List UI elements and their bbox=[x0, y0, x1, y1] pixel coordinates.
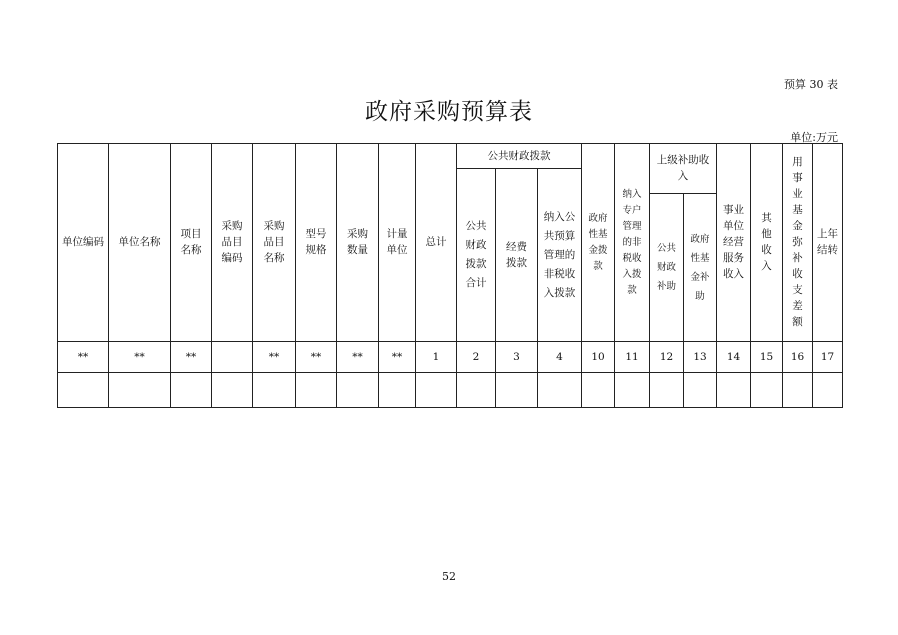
data-cell bbox=[109, 373, 171, 408]
data-cell bbox=[212, 373, 253, 408]
code-cell: ** bbox=[171, 342, 212, 373]
code-cell: 15 bbox=[751, 342, 783, 373]
procurement-budget-table bbox=[57, 143, 843, 408]
header-row-1 bbox=[58, 144, 843, 169]
data-cell bbox=[615, 373, 650, 408]
code-cell: ** bbox=[109, 342, 171, 373]
header-gov-fund: 政府性基金拨款 bbox=[582, 144, 615, 342]
code-cell: ** bbox=[379, 342, 416, 373]
header-project-name: 项目名称 bbox=[171, 144, 212, 342]
header-quantity: 采购数量 bbox=[337, 144, 379, 342]
page-number: 52 bbox=[442, 570, 456, 583]
code-cell: 13 bbox=[684, 342, 717, 373]
header-fund-deficit: 用事业基金弥补收支差额 bbox=[783, 144, 813, 342]
data-cell bbox=[538, 373, 582, 408]
header-unit-name: 单位名称 bbox=[109, 144, 171, 342]
data-cell bbox=[684, 373, 717, 408]
code-cell: 1 bbox=[416, 342, 457, 373]
data-cell bbox=[58, 373, 109, 408]
data-cell bbox=[416, 373, 457, 408]
header-total: 总计 bbox=[416, 144, 457, 342]
form-number: 预算 30 表 bbox=[784, 78, 838, 91]
code-cell: 14 bbox=[717, 342, 751, 373]
data-cell bbox=[783, 373, 813, 408]
data-cell bbox=[650, 373, 684, 408]
unit-label: 单位:万元 bbox=[790, 131, 838, 144]
header-other-income: 其他收入 bbox=[751, 144, 783, 342]
header-model: 型号规格 bbox=[296, 144, 337, 342]
data-cell bbox=[751, 373, 783, 408]
data-cell bbox=[171, 373, 212, 408]
header-special-nontax: 纳入专户管理的非税收入拨款 bbox=[615, 144, 650, 342]
code-cell: 3 bbox=[496, 342, 538, 373]
header-nontax-budget: 纳入公共预算管理的非税收入拨款 bbox=[538, 169, 582, 342]
header-unit-code: 单位编码 bbox=[58, 144, 109, 342]
code-cell: ** bbox=[296, 342, 337, 373]
data-cell bbox=[813, 373, 843, 408]
header-business-income: 事业单位经营服务收入 bbox=[717, 144, 751, 342]
data-cell bbox=[337, 373, 379, 408]
header-gov-fund-subsidy: 政府性基金补助 bbox=[684, 194, 717, 342]
header-public-fiscal-subsidy: 公共财政补助 bbox=[650, 194, 684, 342]
code-cell: 4 bbox=[538, 342, 582, 373]
table-row-empty bbox=[58, 373, 843, 408]
header-item-code: 采购品目编码 bbox=[212, 144, 253, 342]
header-public-fiscal-total: 公共财政拨款合计 bbox=[457, 169, 496, 342]
header-superior-subsidy-group: 上级补助收入 bbox=[650, 144, 717, 194]
code-cell: ** bbox=[337, 342, 379, 373]
header-item-name: 采购品目名称 bbox=[253, 144, 296, 342]
data-cell bbox=[379, 373, 416, 408]
code-cell: ** bbox=[253, 342, 296, 373]
data-cell bbox=[582, 373, 615, 408]
header-public-fiscal-group: 公共财政拨款 bbox=[457, 144, 582, 169]
data-cell bbox=[496, 373, 538, 408]
code-cell: 10 bbox=[582, 342, 615, 373]
code-cell: 12 bbox=[650, 342, 684, 373]
header-carryover: 上年结转 bbox=[813, 144, 843, 342]
code-cell: 17 bbox=[813, 342, 843, 373]
data-cell bbox=[457, 373, 496, 408]
table-row-codes bbox=[58, 342, 843, 373]
code-cell: 11 bbox=[615, 342, 650, 373]
code-cell: 2 bbox=[457, 342, 496, 373]
data-cell bbox=[296, 373, 337, 408]
code-cell: ** bbox=[58, 342, 109, 373]
header-measure-unit: 计量单位 bbox=[379, 144, 416, 342]
page-title: 政府采购预算表 bbox=[365, 99, 533, 125]
header-expense-allocation: 经费拨款 bbox=[496, 169, 538, 342]
code-cell: 16 bbox=[783, 342, 813, 373]
code-cell bbox=[212, 342, 253, 373]
data-cell bbox=[717, 373, 751, 408]
data-cell bbox=[253, 373, 296, 408]
